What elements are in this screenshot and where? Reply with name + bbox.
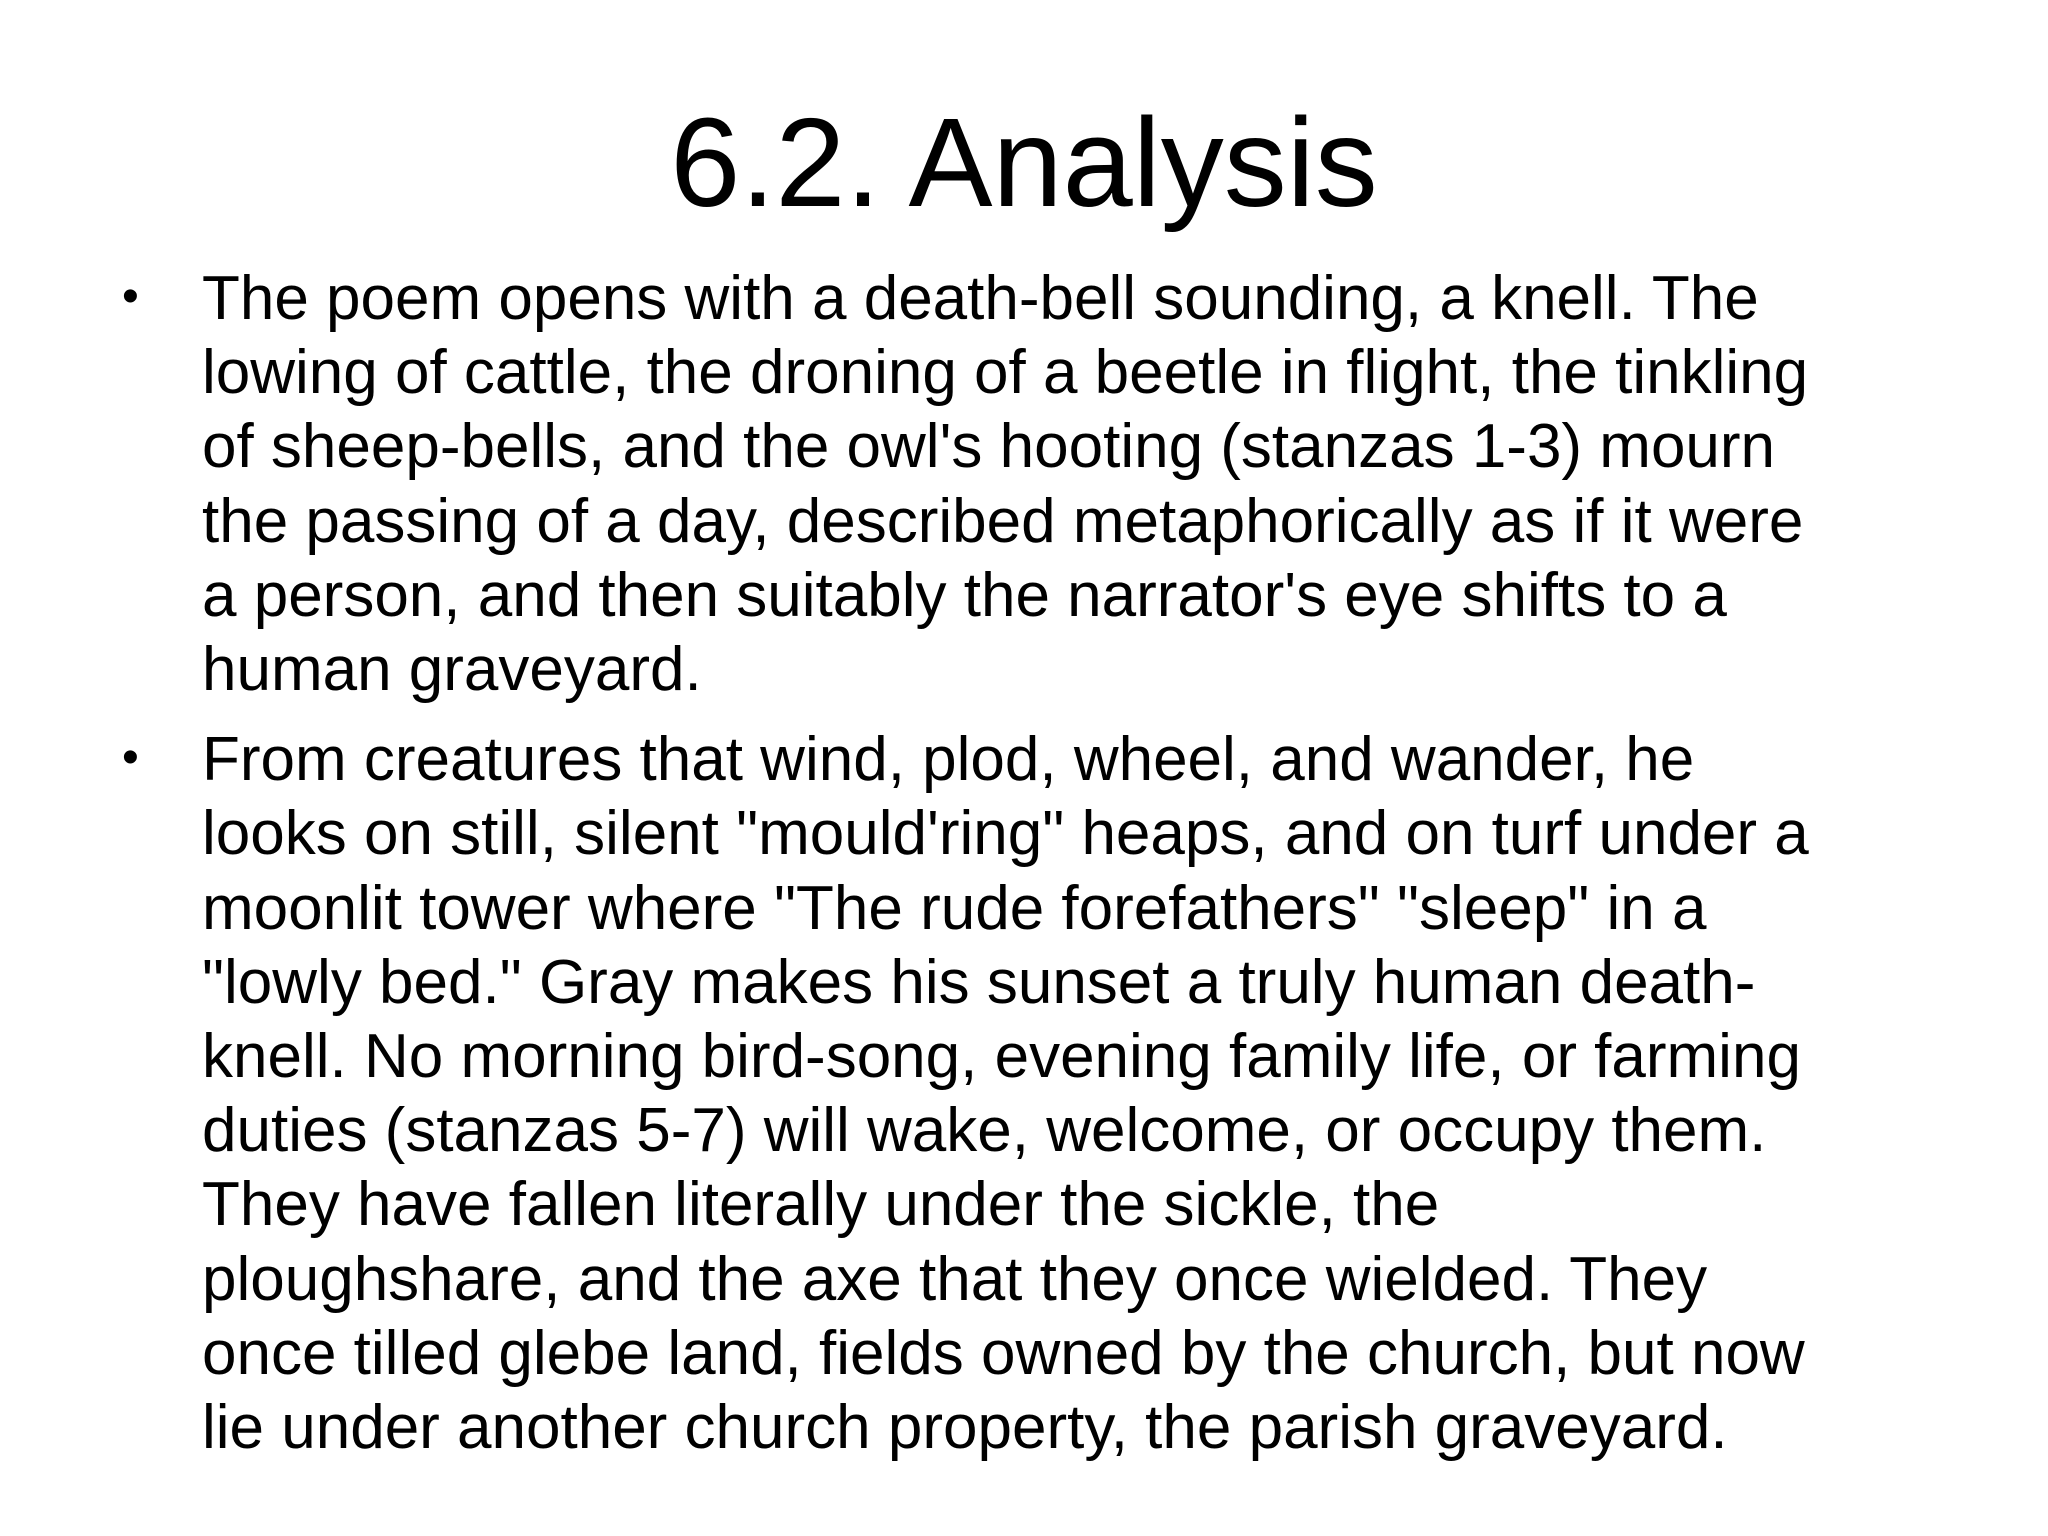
bullet-marker: •: [122, 731, 139, 785]
bullet-item-1: [122, 262, 2012, 707]
bullet-text: The poem opens with a death-bell sounding, a knell. The lowing of cattle, the droning of a beetle in flight, the tinkling of sheep-bells, and the owl's hooting (stanzas 1-3) mourn the passing of a day, described metaphorically as if it were a person, and then suitably the narrator's eye shifts to a human graveyard.: [202, 264, 1809, 705]
bullet-item-2: [122, 723, 2012, 1465]
bullet-list: [0, 262, 2048, 1481]
bullet-marker: •: [122, 270, 139, 323]
slide-title: 6.2. Analysis: [670, 92, 1378, 233]
bullet-text: From creatures that wind, plod, wheel, and wander, he looks on still, silent "mould'ring" heaps, and on turf under a moonlit tower where "The rude forefathers" "sleep" in a "lowly bed." Gray makes his sunset a truly human death- knell. No morning bird-song, evening family life, or farming duties (stanzas 5-7) will wake, welcome, or occupy them. They have fallen literally under the sickle, the ploughshare, and the axe that they once wielded. They once tilled glebe land, fields owned by the church, but now lie under another church property, the parish graveyard.: [202, 725, 1809, 1463]
